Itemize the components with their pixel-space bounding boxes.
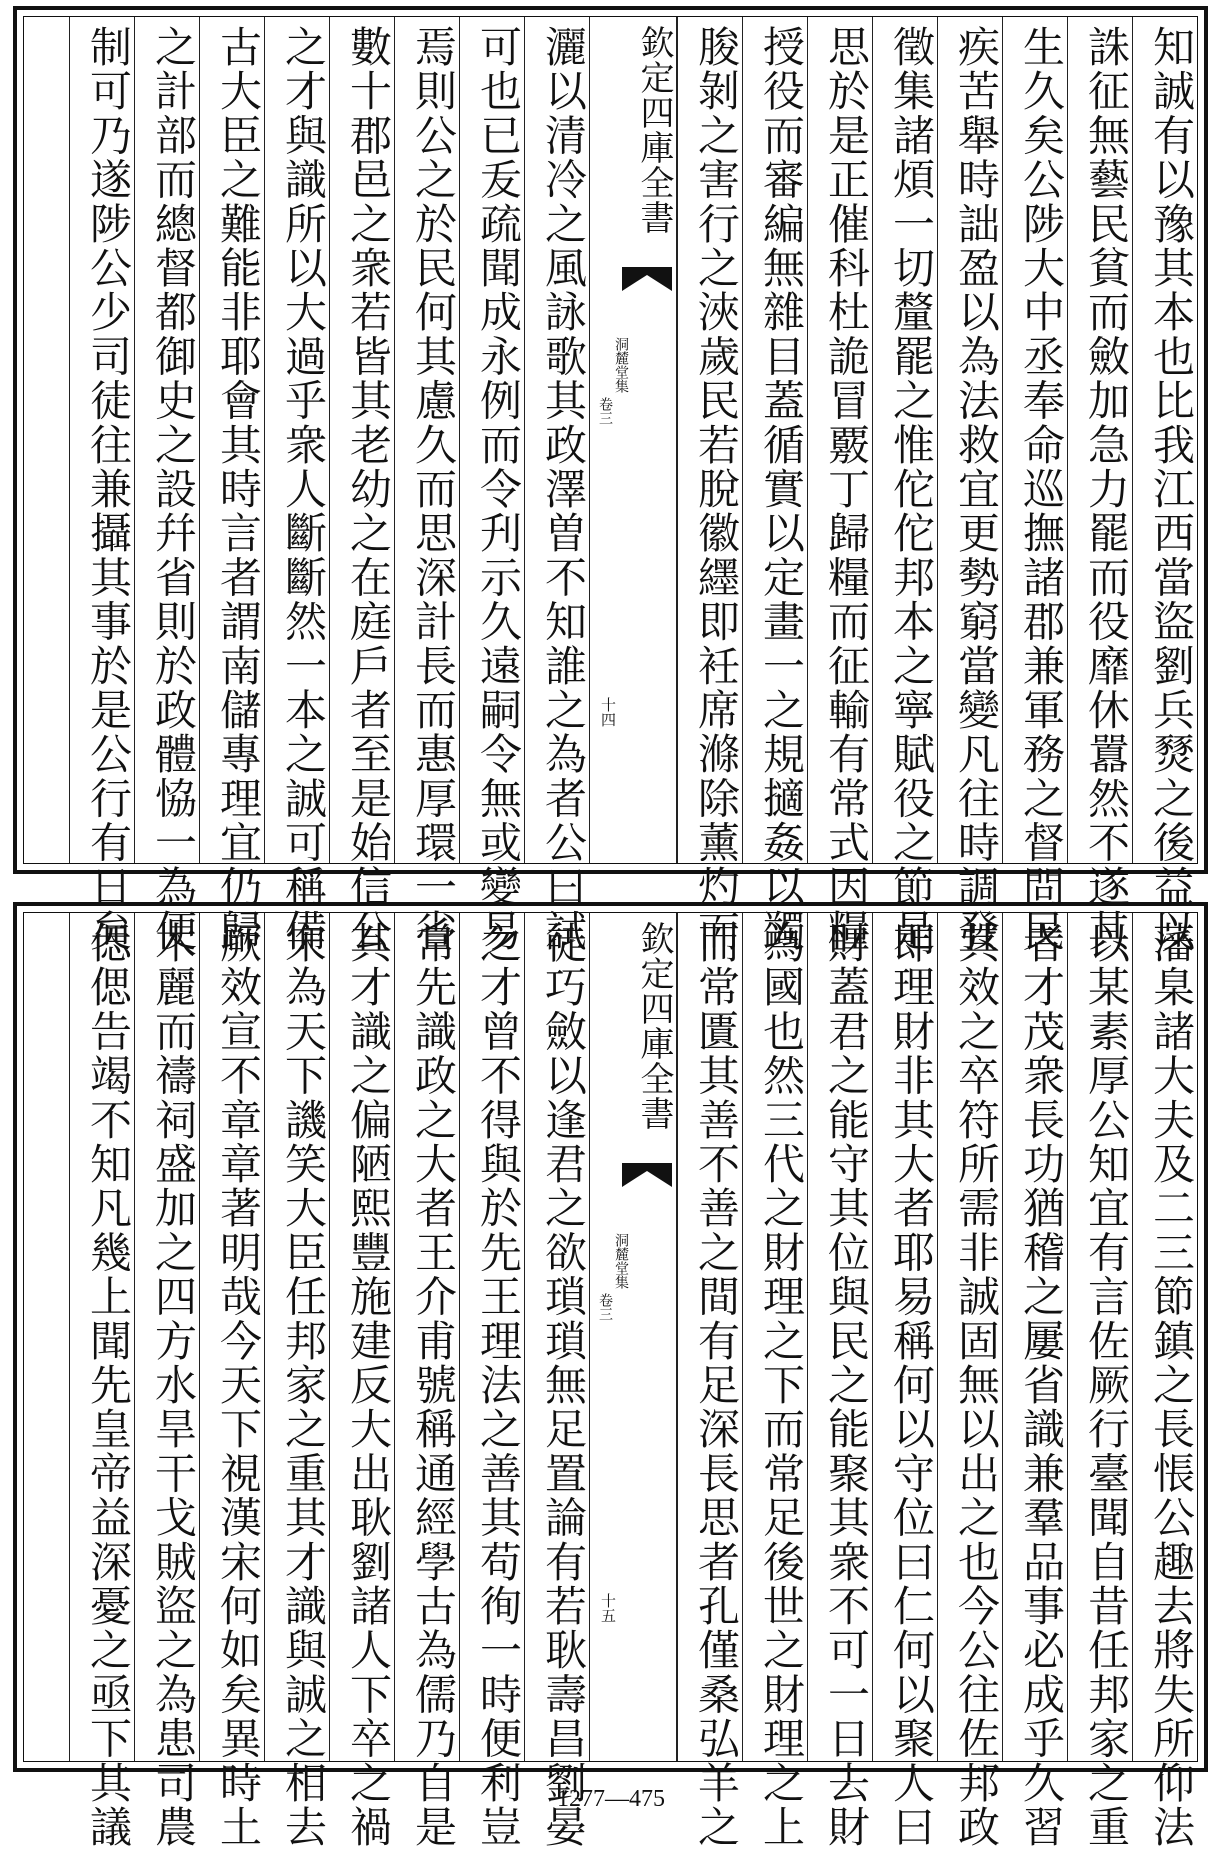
volume-label: 卷三: [597, 1293, 613, 1321]
page-upper-leaf: [13, 6, 1208, 954]
text-column: [524, 913, 589, 1849]
text-column: [459, 913, 524, 1849]
column-text: 宋為天下譏笑大臣任邦家之重其才識與誠之相去: [279, 921, 328, 1849]
collection-title: 欽定四庫全書: [634, 921, 674, 1131]
column-text: 其才識之偏陋熙豐施建反大出耿劉諸人下卒之禍: [344, 921, 393, 1849]
text-column: [872, 913, 937, 1849]
text-column: [199, 913, 264, 1849]
column-text: 之才與識所以大過乎衆人斷斷然一本之誠可稱備: [279, 25, 328, 954]
column-text: 藩臬諸大夫及二三節鎮之長悵公趣去將失所仰法: [1147, 921, 1196, 1849]
text-column: [1067, 17, 1132, 954]
text-column: [69, 913, 134, 1849]
collection-title: 欽定四庫全書: [634, 25, 674, 235]
column-text: 徵集諸煩一切釐罷之惟佗佗邦本之寧賦役之節是: [887, 25, 936, 954]
column-text: 疾苦舉時詘盈以為法救宜更勢窮當變凡往時調發: [952, 25, 1001, 954]
fishtail-mark-icon: [622, 267, 672, 291]
text-column: [1002, 913, 1067, 1849]
text-column: [807, 913, 872, 1849]
text-column: [329, 17, 394, 954]
text-column: [394, 17, 459, 954]
column-text: 木麗而禱祠盛加之四方水旱干戈賊盜之為患司農: [149, 921, 198, 1849]
text-column: [872, 17, 937, 954]
column-text: 常先識政之大者王介甫號稱通經學古為儒乃自是: [409, 921, 458, 1849]
text-column: [677, 17, 742, 954]
column-text: 制可乃遂陟公少司徒往兼攝其事於是公行有日矣: [84, 25, 133, 954]
fishtail-mark-icon: [622, 1163, 672, 1187]
text-column: [1067, 913, 1132, 1849]
column-text: 即理財非其大者耶易稱何以守位曰仁何以聚人曰: [887, 921, 936, 1849]
column-text: 財蓋君之能守其位與民之能聚其衆不可一日去財: [822, 921, 871, 1849]
leaf-number: 十四: [599, 697, 617, 727]
leaf-number: 十五: [599, 1593, 617, 1623]
text-column: [329, 913, 394, 1849]
text-column: [1132, 17, 1197, 954]
center-fold-band: [589, 913, 677, 1761]
column-text: 數十郡邑之衆若皆其老幼之在庭戶者至是始信公: [344, 25, 393, 954]
column-text: 之計部而總督都御史之設幷省則於政體恊一為便: [149, 25, 198, 954]
text-column: [1002, 17, 1067, 954]
text-column: [807, 17, 872, 954]
column-text: 可也已叐疏聞成永例而令刋示久遠嗣令無或變易: [474, 25, 523, 954]
text-column: [677, 913, 742, 1849]
column-text: 而常匱其善不善之間有足深長思者孔僅桑弘羊之: [692, 921, 741, 1849]
volume-label: 卷三: [597, 397, 613, 425]
page-reference: 1277—475: [557, 1786, 665, 1812]
column-text: 偲偲告竭不知凡幾上聞先皇帝益深憂之亟下其議: [84, 921, 133, 1849]
text-column: [742, 17, 807, 954]
text-column: [264, 17, 329, 954]
column-text: 徒巧斂以逢君之欲瑣瑣無足置論有若耿壽昌劉晏: [539, 921, 588, 1849]
text-column: [459, 17, 524, 954]
work-title: 洞麓堂集: [613, 1233, 629, 1289]
column-text: 思於是正催科杜詭冒覈丁歸糧而征輸有常式因糧: [822, 25, 871, 954]
column-text: 以某素厚公知宜有言佐厥行臺聞自昔任邦家之重: [1082, 921, 1131, 1849]
work-title: 洞麓堂集: [613, 337, 629, 393]
text-column: [937, 17, 1002, 954]
center-fold-band: [589, 17, 677, 863]
column-text: 朘剝之害行之浹歲民若脫徽纆即衽席滌除薰灼而: [692, 25, 741, 954]
column-text: 者才茂衆長功猶稽之屢省識兼羣品事必成乎久習: [1017, 921, 1066, 1849]
column-text: 授役而審編無雜目蓋循實以定畫一之規擿姦以蠲: [757, 25, 806, 954]
text-column: [134, 17, 199, 954]
column-text: 之才曾不得與於先王理法之善其苟徇一時便利豈: [474, 921, 523, 1849]
text-column: [524, 17, 589, 954]
column-text: 其效之卒符所需非誠固無以出之也今公往佐邦政: [952, 921, 1001, 1849]
column-text: 厥效宣不章章著明哉今天下視漢宋何如矣異時土: [214, 921, 263, 1849]
column-text: 焉則公之於民何其慮久而思深計長而惠厚環一省: [409, 25, 458, 954]
column-text: 誅征無藝民貧而斂加急力罷而役靡休囂然不遂其: [1082, 25, 1131, 954]
text-column: [1132, 913, 1197, 1849]
column-text: 為國也然三代之財理之下而常足後世之財理之上: [757, 921, 806, 1849]
text-column: [69, 17, 134, 954]
column-text: 灑以清冷之風詠歌其政澤曽不知誰之為者公曰試: [539, 25, 588, 954]
column-text: 生久矣公陟大中丞奉命巡撫諸郡兼軍務之督問民: [1017, 25, 1066, 954]
column-text: 古大臣之難能非耶會其時言者謂南儲專理宜仍歸: [214, 25, 263, 954]
text-column: [742, 913, 807, 1849]
inner-frame: [23, 16, 1198, 954]
text-column: [199, 17, 264, 954]
text-column: [264, 913, 329, 1849]
text-column: [134, 913, 199, 1849]
text-column: [937, 913, 1002, 1849]
text-column: [394, 913, 459, 1849]
column-text: 知誠有以豫其本也比我江西當盜劉兵燹之後益以: [1147, 25, 1196, 954]
